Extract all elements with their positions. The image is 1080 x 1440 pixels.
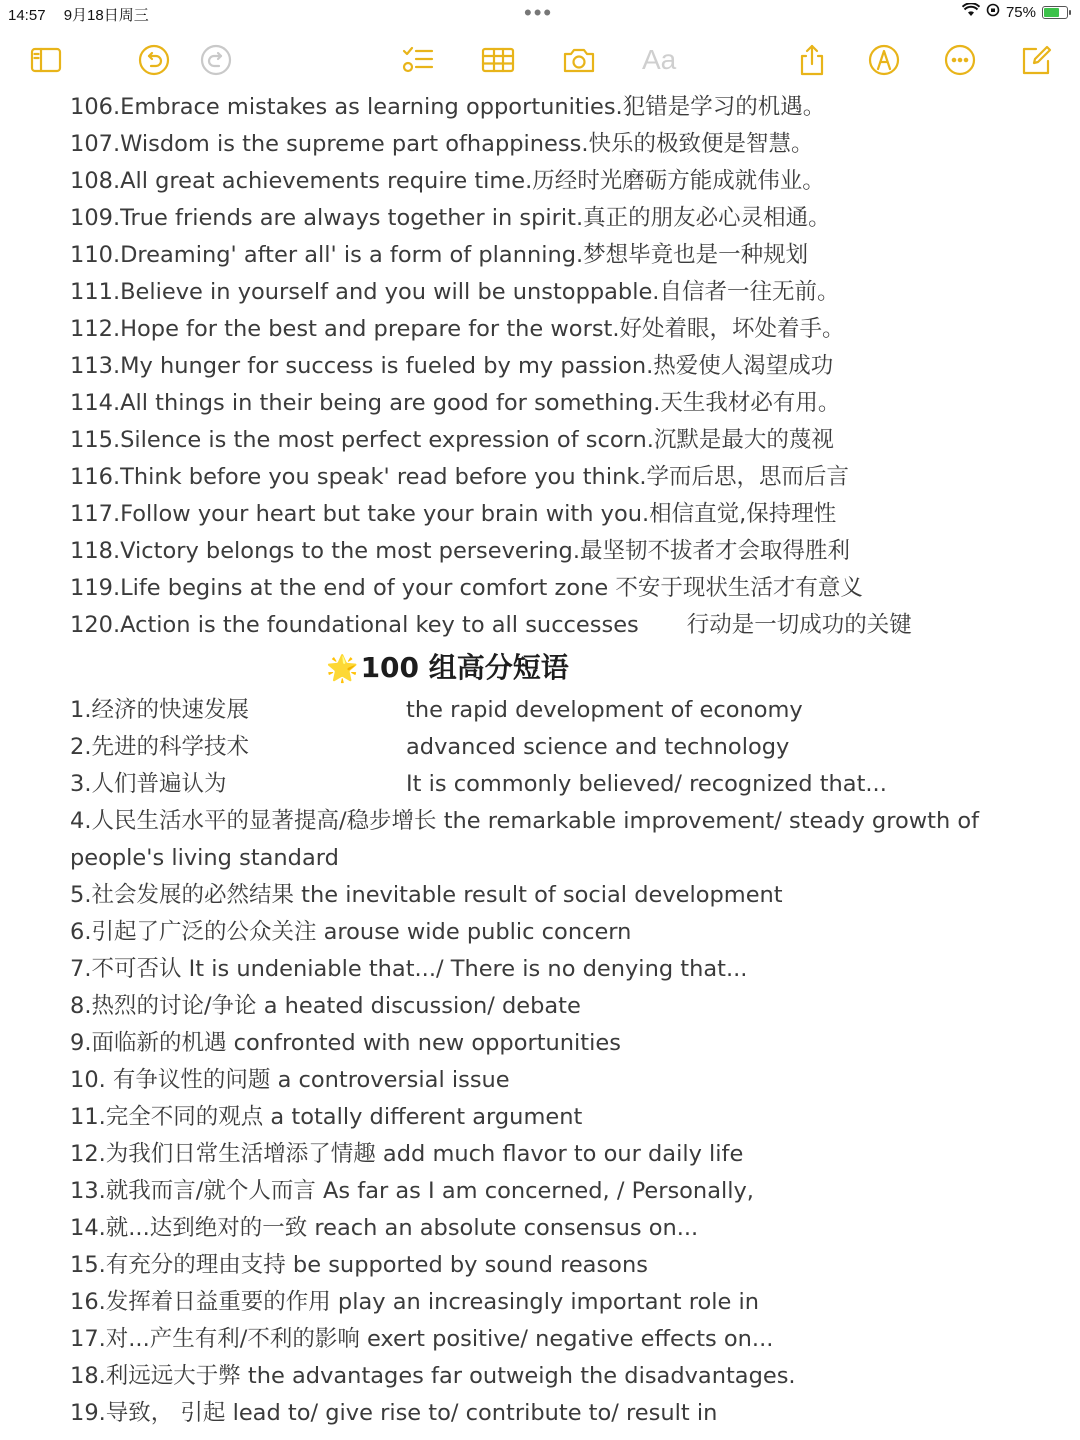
list-item: 17.对...产生有利/不利的影响 exert positive/ negative effects on...: [70, 1326, 774, 1352]
list-item: 14.就...达到绝对的一致 reach an absolute consensus on...: [70, 1215, 699, 1241]
list-item: 116.Think before you speak' read before you think.学而后思，思而后言: [70, 464, 850, 490]
list-item: [70, 766, 1030, 803]
text-style-button[interactable]: Aa: [642, 44, 677, 75]
sidebar-icon[interactable]: [28, 42, 64, 78]
list-item: 110.Dreaming' after all' is a form of planning.梦想毕竟也是一种规划: [70, 242, 809, 268]
list-item: 112.Hope for the best and prepare for the worst.好处着眼，坏处着手。: [70, 316, 845, 342]
list-item: 6.引起了广泛的公众关注 arouse wide public concern: [70, 919, 632, 945]
status-left: [8, 4, 163, 25]
phrase-en: advanced science and technology: [406, 734, 790, 760]
list-item: 106.Embrace mistakes as learning opportunities.犯错是学习的机遇。: [70, 94, 826, 120]
note-body[interactable]: [70, 89, 1030, 1432]
phrases-list: [70, 692, 1030, 1432]
more-icon[interactable]: [942, 42, 978, 78]
list-item: [70, 607, 1030, 644]
undo-icon[interactable]: [136, 42, 172, 78]
section-heading-text: 100 组高分短语: [360, 651, 569, 684]
list-item: 115.Silence is the most perfect expression of scorn.沉默是最大的蔑视: [70, 427, 834, 453]
status-time: 14:57: [8, 7, 46, 24]
list-item: 7.不可否认 It is undeniable that.../ There is no denying that...: [70, 956, 748, 982]
camera-icon[interactable]: [561, 42, 597, 78]
list-item: 111.Believe in yourself and you will be unstoppable.自信者一往无前。: [70, 279, 840, 305]
list-item: [70, 729, 1030, 766]
phrase-en: It is commonly believed/ recognized that...: [406, 771, 887, 797]
list-item: 109.True friends are always together in spirit.真正的朋友必心灵相通。: [70, 205, 831, 231]
list-item: 117.Follow your heart but take your brain with you.相信直觉,保持理性: [70, 501, 837, 527]
list-item: 108.All great achievements require time.历经时光磨砺方能成就伟业。: [70, 168, 825, 194]
status-date: 9月18日周三: [63, 7, 149, 24]
list-item: 13.就我而言/就个人而言 As far as I am concerned, / Personally,: [70, 1178, 754, 1204]
list-item: 114.All things in their being are good for something.天生我材必有用。: [70, 390, 841, 416]
multitasking-dots-icon[interactable]: •••: [524, 0, 554, 25]
list-item: 118.Victory belongs to the most persevering.最坚韧不拔者才会取得胜利: [70, 538, 850, 564]
phrase-en: the rapid development of economy: [406, 697, 803, 723]
quotes-list: [70, 89, 1030, 644]
list-item: 8.热烈的讨论/争论 a heated discussion/ debate: [70, 993, 581, 1019]
list-item: 11.完全不同的观点 a totally different argument: [70, 1104, 583, 1130]
compose-icon[interactable]: [1018, 42, 1054, 78]
list-item: [70, 692, 1030, 729]
status-right: [962, 3, 1068, 21]
list-item: 10. 有争议性的问题 a controversial issue: [70, 1067, 510, 1093]
list-item: 113.My hunger for success is fueled by my passion.热爱使人渴望成功: [70, 353, 834, 379]
phrase-zh: 1.经济的快速发展: [70, 697, 249, 723]
notes-toolbar: [0, 36, 1080, 86]
table-icon[interactable]: [480, 42, 516, 78]
status-bar: [0, 0, 1080, 28]
wifi-icon: [962, 3, 980, 21]
checklist-icon[interactable]: [400, 42, 436, 78]
quote-120-zh: 行动是一切成功的关键: [686, 612, 912, 638]
section-heading: [70, 644, 1030, 692]
phrase-zh: 3.人们普遍认为: [70, 771, 227, 797]
share-icon[interactable]: [794, 42, 830, 78]
list-item: 18.利远远大于弊 the advantages far outweigh the disadvantages.: [70, 1363, 796, 1389]
list-item: 119.Life begins at the end of your comfort zone 不安于现状生活才有意义: [70, 575, 863, 601]
battery-percent: 75%: [1005, 3, 1036, 21]
list-item: 12.为我们日常生活增添了情趣 add much flavor to our daily life: [70, 1141, 744, 1167]
markup-icon[interactable]: [866, 42, 902, 78]
list-item: 5.社会发展的必然结果 the inevitable result of social development: [70, 882, 783, 908]
phrase-zh: 2.先进的科学技术: [70, 734, 249, 760]
list-item: 16.发挥着日益重要的作用 play an increasingly important role in: [70, 1289, 760, 1315]
list-item: 19.导致， 引起 lead to/ give rise to/ contribute to/ result in: [70, 1400, 718, 1426]
list-item: 15.有充分的理由支持 be supported by sound reasons: [70, 1252, 648, 1278]
list-item: 4.人民生活水平的显著提高/稳步增长 the remarkable improvement/ steady growth of people's living standard: [70, 808, 980, 871]
quote-120-en: 120.Action is the foundational key to all successes: [70, 612, 639, 638]
list-item: 9.面临新的机遇 confronted with new opportunities: [70, 1030, 621, 1056]
orientation-lock-icon: [986, 3, 1000, 21]
list-item: 107.Wisdom is the supreme part ofhappiness.快乐的极致便是智慧。: [70, 131, 814, 157]
star-icon: 🌟: [326, 654, 359, 684]
battery-icon: [1042, 6, 1068, 19]
redo-icon[interactable]: [198, 42, 234, 78]
